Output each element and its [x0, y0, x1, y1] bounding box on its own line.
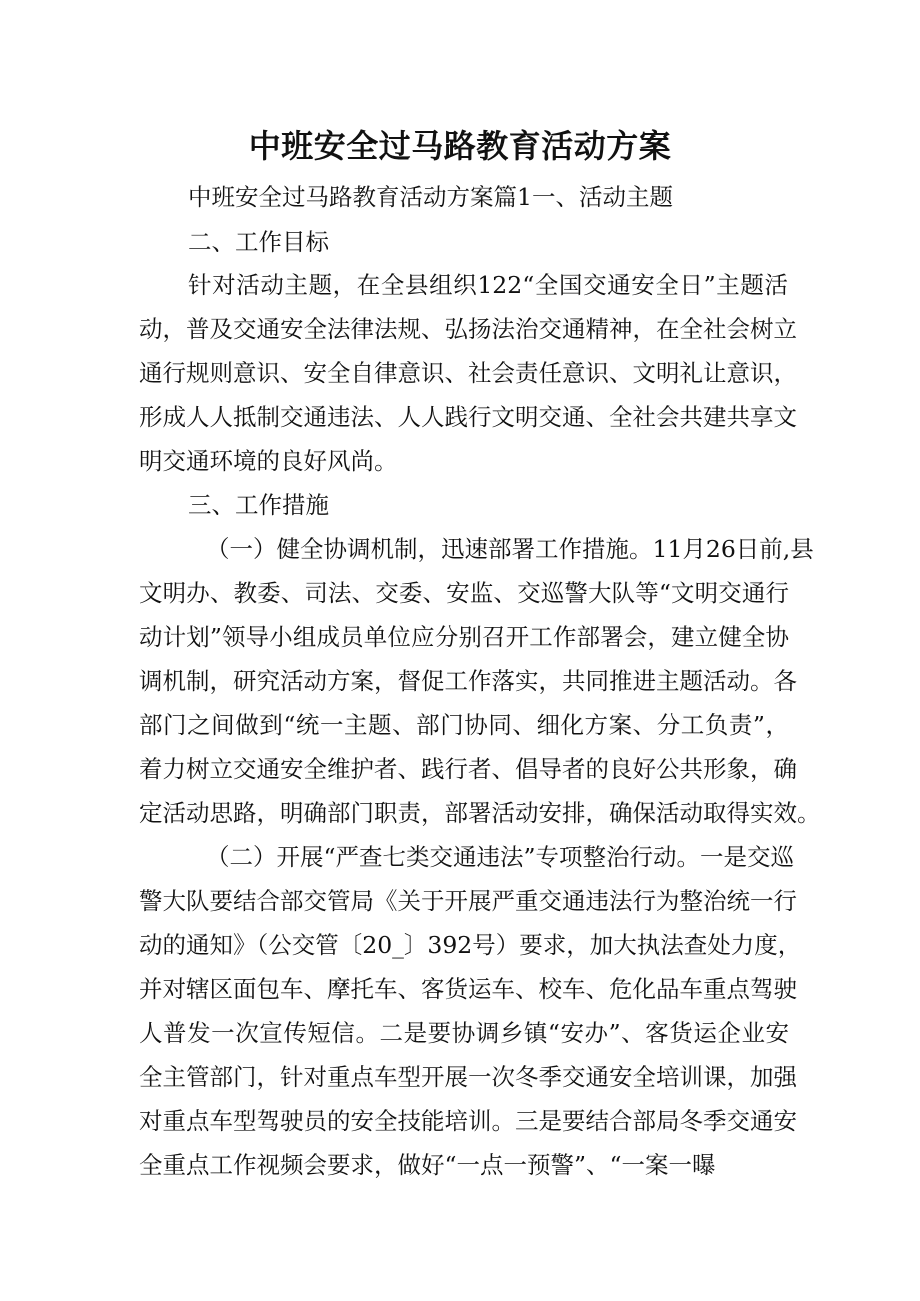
- paragraph-line: 动计划”领导小组成员单位应分别召开工作部署会，建立健全协: [139, 623, 789, 651]
- paragraph-line: 人普发一次宣传短信。二是要协调乡镇“安办”、客货运企业安: [139, 1019, 789, 1047]
- paragraph-line: （二）开展“严查七类交通违法”专项整治行动。一是交巡: [206, 843, 795, 871]
- paragraph-line: 通行规则意识、安全自律意识、社会责任意识、文明礼让意识，: [139, 359, 797, 387]
- paragraph-line: 针对活动主题，在全县组织122“全国交通安全日”主题活: [188, 271, 788, 299]
- paragraph-line: 动，普及交通安全法律法规、弘扬法治交通精神，在全社会树立: [139, 315, 797, 343]
- paragraph-line: 文明办、教委、司法、交委、安监、交巡警大队等“文明交通行: [139, 579, 789, 607]
- paragraph-line: 动的通知》（公交管〔20_〕392号）要求，加大执法查处力度，: [139, 931, 802, 959]
- paragraph-line: 警大队要结合部交管局《关于开展严重交通违法行为整治统一行: [139, 887, 797, 915]
- section-heading: 三、工作措施: [188, 491, 329, 519]
- paragraph-line: 并对辖区面包车、摩托车、客货运车、校车、危化品车重点驾驶: [139, 975, 797, 1003]
- paragraph-line: 全重点工作视频会要求，做好“一点一预警”、“一案一曝: [139, 1151, 716, 1179]
- paragraph-line: 调机制，研究活动方案，督促工作落实，共同推进主题活动。各: [139, 667, 797, 695]
- paragraph-line: 明交通环境的良好风尚。: [139, 447, 398, 475]
- paragraph-line: 中班安全过马路教育活动方案篇1一、活动主题: [188, 183, 673, 211]
- section-heading: 二、工作目标: [188, 228, 329, 256]
- paragraph-line: （一）健全协调机制，迅速部署工作措施。11月26日前,县: [206, 535, 814, 563]
- paragraph-line: 着力树立交通安全维护者、践行者、倡导者的良好公共形象，确: [139, 755, 797, 783]
- paragraph-line: 部门之间做到“统一主题、部门协同、细化方案、分工负责”，: [139, 711, 789, 739]
- paragraph-line: 对重点车型驾驶员的安全技能培训。三是要结合部局冬季交通安: [139, 1107, 797, 1135]
- document-title: 中班安全过马路教育活动方案: [248, 127, 672, 165]
- paragraph-line: 全主管部门，针对重点车型开展一次冬季交通安全培训课，加强: [139, 1063, 797, 1091]
- paragraph-line: 形成人人抵制交通违法、人人践行文明交通、全社会共建共享文: [139, 403, 797, 431]
- paragraph-line: 定活动思路，明确部门职责，部署活动安排，确保活动取得实效。: [139, 799, 821, 827]
